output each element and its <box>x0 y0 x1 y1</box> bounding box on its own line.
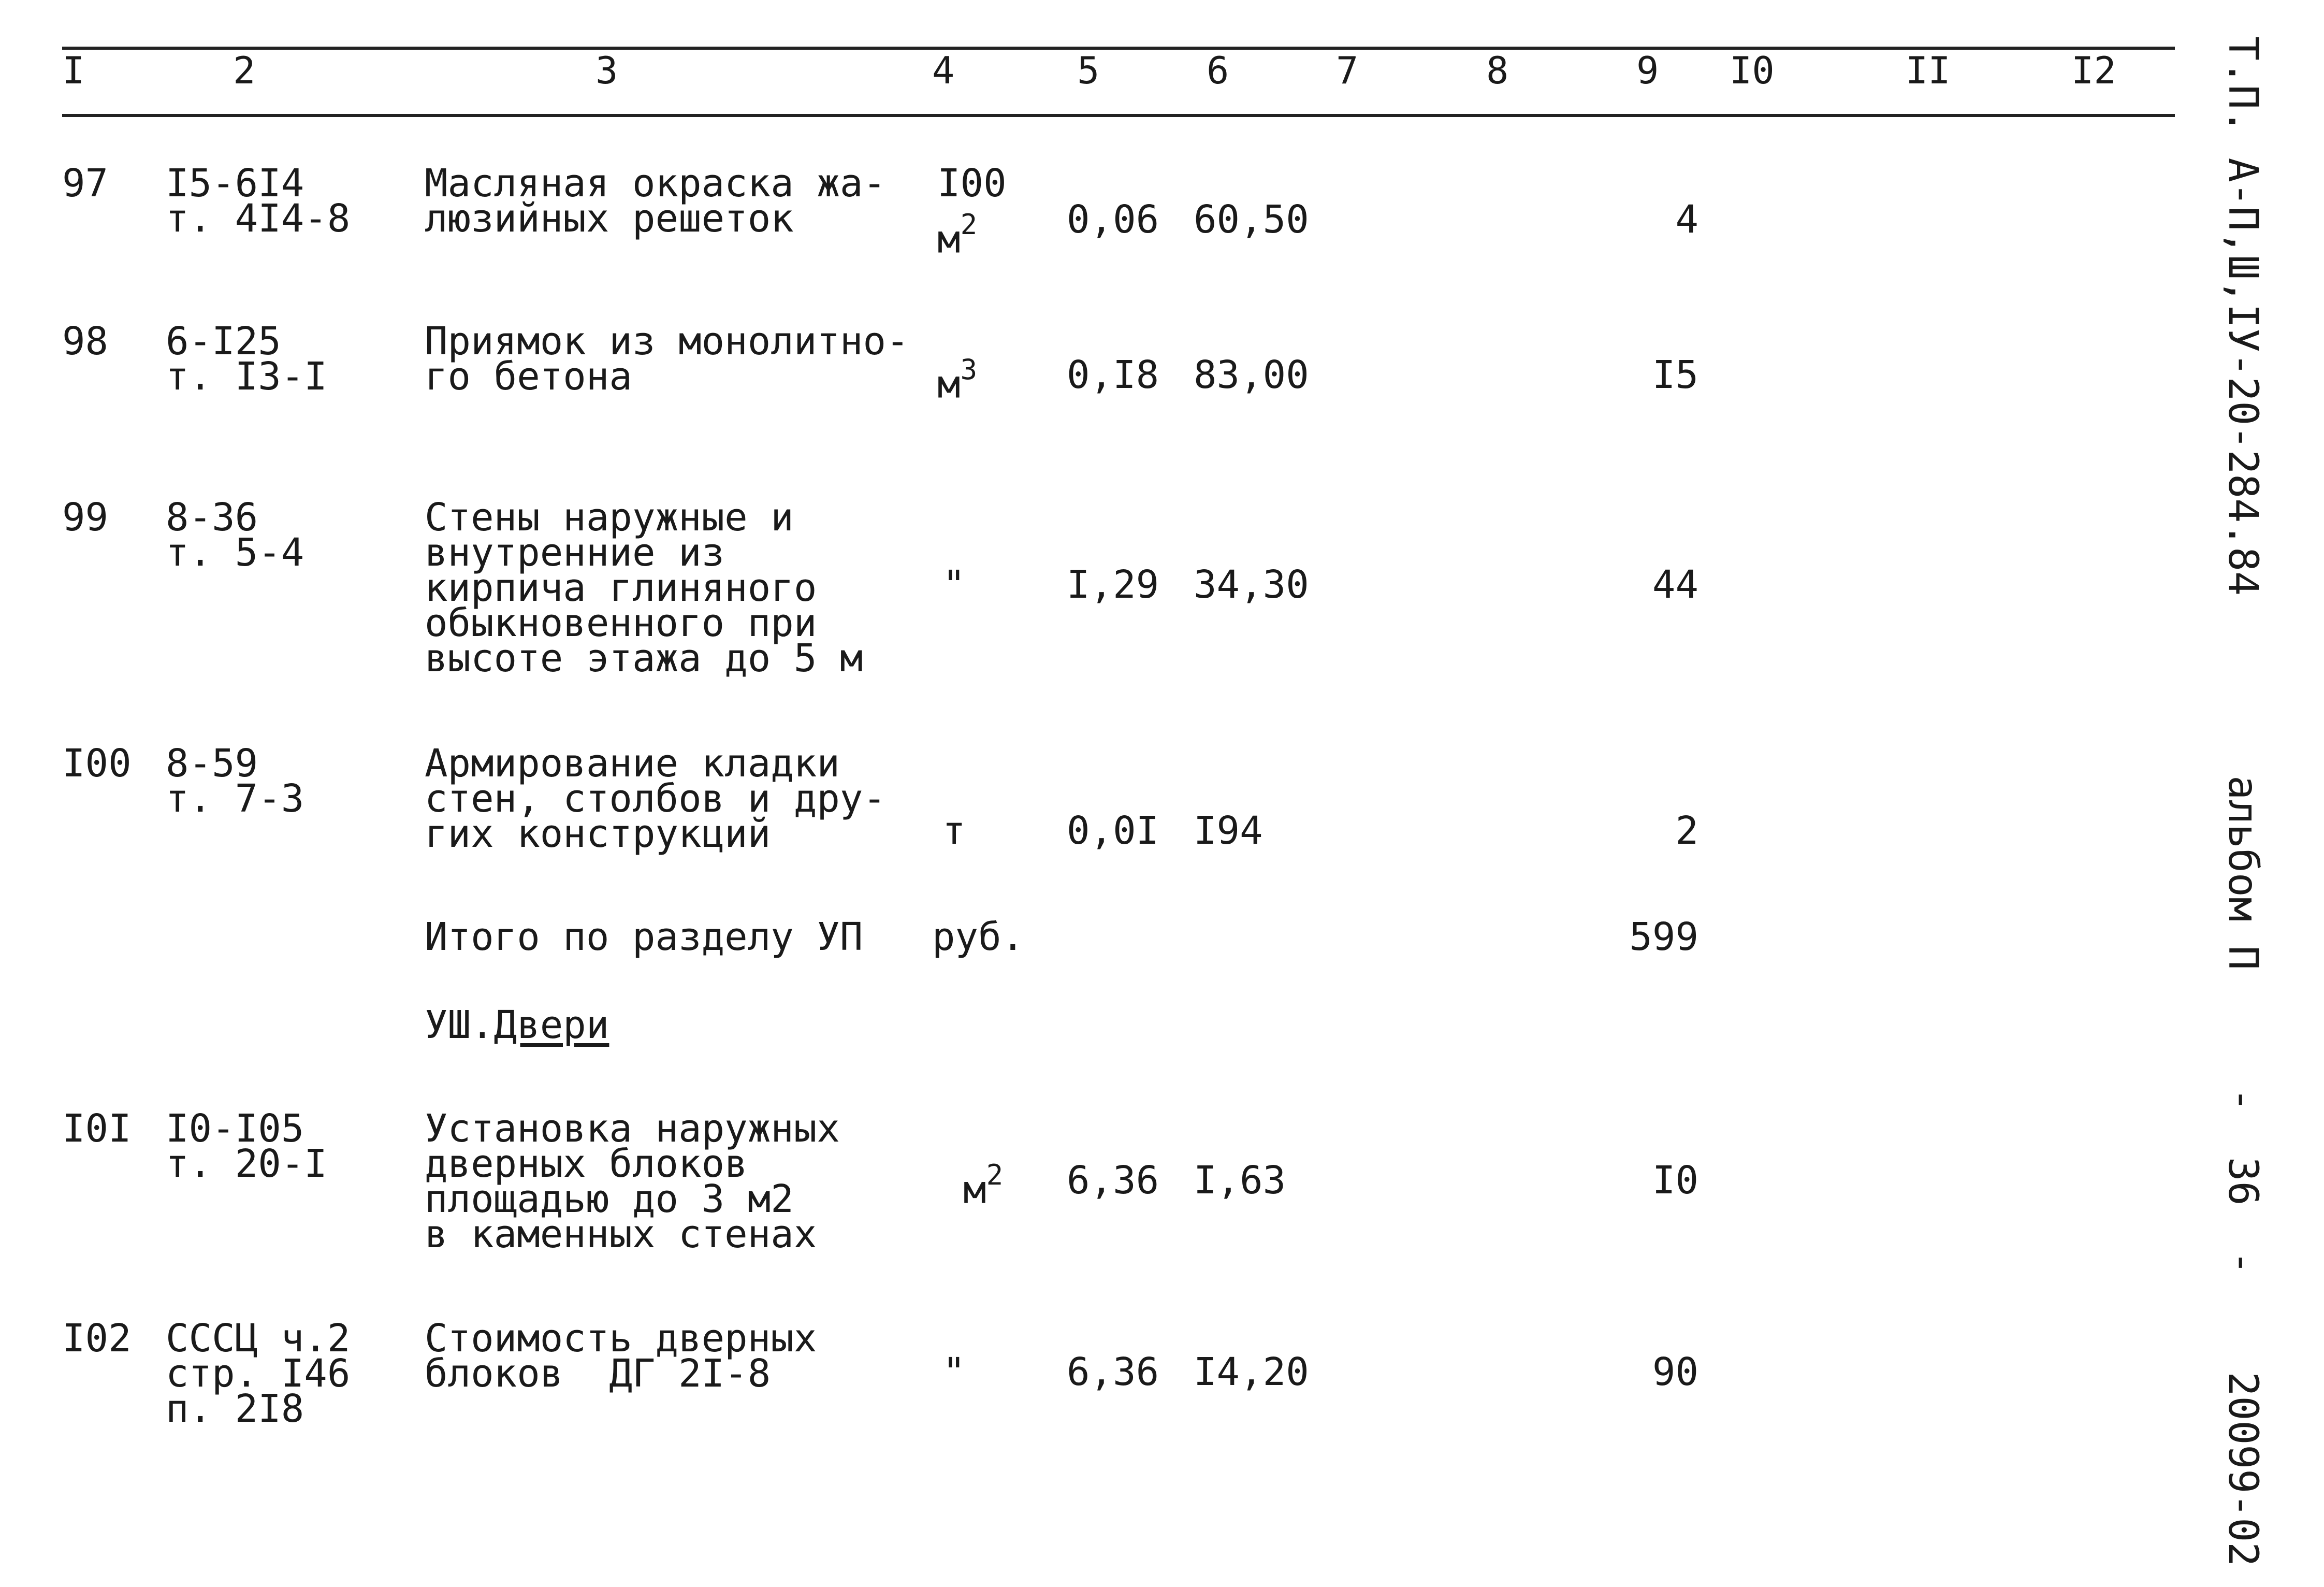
row-number: 98 <box>62 319 109 364</box>
row-description <box>425 1316 817 1396</box>
row-code-line: 6-I25 <box>166 319 281 364</box>
row-unit-price: I94 <box>1194 809 1263 853</box>
row-description-line: площадью до 3 м2 <box>425 1177 794 1221</box>
row-code-line: СССЦ ч.2 <box>166 1316 351 1361</box>
row-code-line: I0-I05 <box>166 1106 304 1151</box>
column-header-2: 2 <box>233 49 256 92</box>
row-description <box>425 741 887 856</box>
row-description-line: Приямок из монолитно- <box>425 319 909 364</box>
row-code <box>166 161 351 241</box>
row-unit-base: м <box>937 362 961 407</box>
header-top-rule <box>62 47 2175 50</box>
row-code <box>166 741 304 821</box>
row-quantity: 6,36 <box>1067 1158 1159 1203</box>
row-unit-price: 60,50 <box>1194 197 1309 242</box>
row-description <box>425 1106 840 1257</box>
header-bottom-rule <box>62 114 2175 117</box>
row-number: I00 <box>62 741 132 786</box>
row-description-line: гих конструкций <box>425 812 771 856</box>
row-unit <box>942 1350 966 1394</box>
row-code-line: т. 7-3 <box>166 776 304 821</box>
side-dash-2: - <box>2219 1250 2266 1275</box>
column-header-9: 9 <box>1636 49 1659 92</box>
row-description-line: Армирование кладки <box>425 741 840 786</box>
column-header-5: 5 <box>1077 49 1100 92</box>
row-code-line: стр. I46 <box>166 1351 351 1396</box>
row-total: I0 <box>1652 1158 1698 1203</box>
row-unit-exponent: 2 <box>960 208 978 241</box>
column-header-7: 7 <box>1336 49 1359 92</box>
row-description-line: стен, столбов и дру- <box>425 776 887 821</box>
row-code-line: 8-36 <box>166 495 258 540</box>
row-code <box>166 495 304 575</box>
row-unit-base: м <box>937 217 961 262</box>
row-total: 4 <box>1675 197 1698 242</box>
row-description-line: Установка наружных <box>425 1106 840 1151</box>
row-unit-base: м <box>963 1167 986 1213</box>
side-doc-number: Т.П. А-П,Ш,IУ-20-284.84 <box>2219 36 2266 596</box>
column-header-10: I0 <box>1730 49 1775 92</box>
side-dash-1: - <box>2219 1087 2266 1112</box>
subtotal-label: Итого по разделу УП <box>425 915 863 959</box>
row-code-line: т. 20-I <box>166 1142 327 1186</box>
row-unit <box>963 1159 1004 1213</box>
column-header-3: 3 <box>595 49 618 92</box>
row-description-line: обыкновенного при <box>425 601 817 645</box>
row-code-line: т. I3-I <box>166 354 327 399</box>
section-heading <box>425 1003 609 1047</box>
row-description-line: внутренние из <box>425 530 725 575</box>
row-description-line: Стоимость дверных <box>425 1316 817 1361</box>
side-page: 36 <box>2219 1157 2266 1206</box>
row-unit-base: " <box>942 562 966 607</box>
row-code-line: I5-6I4 <box>166 161 304 206</box>
row-quantity: 6,36 <box>1067 1350 1159 1394</box>
row-quantity: 0,06 <box>1067 197 1159 242</box>
row-description-line: люзийных решеток <box>425 196 794 241</box>
section-title: Двери <box>493 1003 609 1047</box>
side-album: альбом П <box>2219 775 2266 970</box>
row-unit-price: I,63 <box>1194 1158 1286 1203</box>
row-description-line: дверных блоков <box>425 1142 748 1186</box>
row-total: 44 <box>1652 562 1698 607</box>
row-description-line: блоков ДГ 2I-8 <box>425 1351 771 1396</box>
row-quantity: I,29 <box>1067 562 1159 607</box>
row-unit-main: I00 <box>937 161 1007 206</box>
row-unit-price: 83,00 <box>1194 353 1309 397</box>
row-number: 99 <box>62 495 109 540</box>
row-quantity: 0,I8 <box>1067 353 1159 397</box>
row-code <box>166 1316 351 1431</box>
row-unit <box>942 809 966 853</box>
row-description-line: в каменных стенах <box>425 1212 817 1257</box>
row-description-line: Стены наружные и <box>425 495 794 540</box>
row-description-line: го бетона <box>425 354 632 399</box>
subtotal-unit: руб. <box>932 915 1025 959</box>
row-quantity: 0,0I <box>1067 809 1159 853</box>
row-number: I02 <box>62 1316 132 1361</box>
row-code-line: т. 4I4-8 <box>166 196 351 241</box>
row-description <box>425 495 863 681</box>
side-code: 20099-02 <box>2219 1372 2266 1567</box>
row-description-line: высоте этажа до 5 м <box>425 636 863 681</box>
column-header-6: 6 <box>1207 49 1229 92</box>
row-unit-base: " <box>942 1350 966 1394</box>
row-unit-exponent: 2 <box>986 1159 1004 1191</box>
row-code <box>166 1106 327 1186</box>
row-description-line: кирпича глиняного <box>425 566 817 610</box>
column-header-12: I2 <box>2071 49 2116 92</box>
row-code-line: п. 2I8 <box>166 1387 304 1431</box>
row-total: 90 <box>1652 1350 1698 1394</box>
row-code <box>166 319 327 399</box>
column-header-8: 8 <box>1486 49 1509 92</box>
row-code-line: т. 5-4 <box>166 530 304 575</box>
row-total: 2 <box>1675 809 1698 853</box>
side-stamp-text <box>2219 36 2266 1587</box>
section-prefix: УШ. <box>425 1003 494 1047</box>
row-unit-base: т <box>942 809 966 853</box>
column-header-4: 4 <box>932 49 955 92</box>
row-unit-price: I4,20 <box>1194 1350 1309 1394</box>
row-total: I5 <box>1652 353 1698 397</box>
column-header-1: I <box>62 49 85 92</box>
row-unit-exponent: 3 <box>960 353 978 386</box>
row-description <box>425 319 909 399</box>
row-description <box>425 161 887 241</box>
row-unit <box>937 353 978 407</box>
row-number: 97 <box>62 161 109 206</box>
row-code-line: 8-59 <box>166 741 258 786</box>
side-stamp <box>2219 36 2289 1567</box>
row-unit <box>942 562 966 607</box>
subtotal-total: 599 <box>1629 915 1698 959</box>
row-unit-price: 34,30 <box>1194 562 1309 607</box>
row-description-line: Масляная окраска жа- <box>425 161 887 206</box>
row-number: I0I <box>62 1106 132 1151</box>
row-unit <box>937 208 978 262</box>
column-header-11: II <box>1906 49 1951 92</box>
